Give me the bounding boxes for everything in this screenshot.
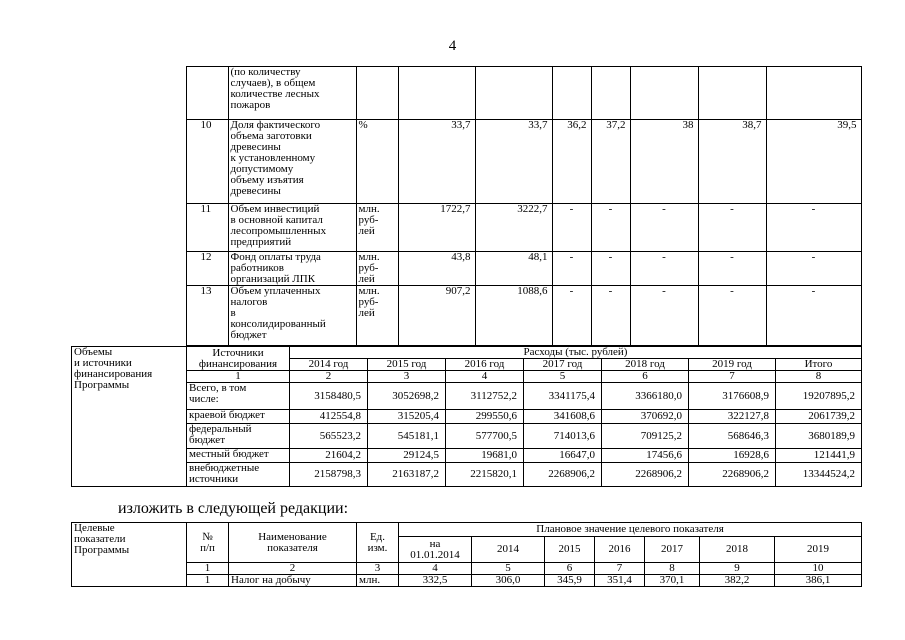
cell-line: Доля фактического (230, 119, 321, 131)
financing-value: 577700,5 (446, 424, 524, 449)
column-number: 3 (368, 371, 446, 383)
financing-value: 322127,8 (689, 410, 776, 424)
cell-line: в основной капитал (230, 214, 323, 226)
financing-value: 3112752,2 (446, 383, 524, 410)
no-header (187, 523, 229, 563)
indicator-row (71, 252, 861, 286)
financing-value: 412554,8 (290, 410, 368, 424)
indicator-row (71, 120, 861, 204)
indicator-value: - (552, 286, 591, 346)
indicator-number: 13 (186, 286, 228, 346)
year-header: 2016 год (446, 359, 524, 371)
indicator-row (71, 67, 861, 120)
target-value: 386,1 (775, 575, 862, 587)
target-name: Налог на добычу (229, 575, 357, 587)
indicator-value: - (591, 286, 630, 346)
indicator-row (71, 286, 861, 346)
indicator-value: 1722,7 (398, 204, 475, 252)
financing-header-row (72, 347, 862, 359)
indicator-value: 33,7 (475, 120, 552, 204)
column-number: 1 (187, 563, 229, 575)
cell-line: Объем уплаченных (230, 285, 321, 297)
blank-cell (71, 252, 186, 286)
financing-value: 714013,6 (524, 424, 602, 449)
target-year-header (700, 537, 775, 563)
cell-line: бюджет (189, 434, 225, 446)
cell-line: консолидированный (230, 318, 326, 330)
targets-label (72, 523, 187, 587)
cell-line: числе: (189, 393, 219, 405)
unit-header (357, 523, 399, 563)
column-number: 3 (357, 563, 399, 575)
financing-value: 29124,5 (368, 449, 446, 463)
cell-line: предприятий (230, 236, 292, 248)
cell-line: Ед. (369, 530, 386, 543)
indicator-value: 39,5 (766, 120, 861, 204)
cell-line: 2014 (497, 543, 519, 555)
financing-value: 568646,3 (689, 424, 776, 449)
source-header (187, 347, 290, 371)
indicator-value: 48,1 (475, 252, 552, 286)
blank-cell (71, 120, 186, 204)
cell-line: лесопромышленных (230, 225, 327, 237)
cell-line: (по количеству (230, 66, 301, 78)
financing-value: 2268906,2 (602, 463, 689, 487)
indicator-value: 38,7 (698, 120, 766, 204)
cell-line: финансирования (198, 357, 278, 370)
expenses-header: Расходы (тыс. рублей) (290, 347, 862, 359)
cell-line: Программы (74, 379, 130, 391)
cell-line: допустимому (230, 163, 294, 175)
financing-value: 2061739,2 (776, 410, 862, 424)
indicator-unit (356, 204, 398, 252)
cell-line: объему изъятия (230, 174, 304, 186)
cell-line: и источники (74, 357, 132, 369)
cell-line: случаев), в общем (230, 77, 316, 89)
cell-line: организаций ЛПК (230, 273, 316, 285)
financing-value: 2268906,2 (524, 463, 602, 487)
indicator-unit (356, 252, 398, 286)
indicator-value: 37,2 (591, 120, 630, 204)
column-number: 9 (700, 563, 775, 575)
column-number: 8 (645, 563, 700, 575)
cell-line: финансирования (74, 368, 153, 380)
financing-value: 370692,0 (602, 410, 689, 424)
target-row (72, 575, 862, 587)
indicator-value: - (766, 252, 861, 286)
cell-line: налогов (230, 296, 268, 308)
indicator-number (186, 67, 228, 120)
financing-source (187, 463, 290, 487)
financing-source (187, 424, 290, 449)
indicator-value (591, 67, 630, 120)
financing-row (72, 449, 862, 463)
cell-line: в (230, 307, 236, 319)
financing-value: 3052698,2 (368, 383, 446, 410)
indicator-value: 43,8 (398, 252, 475, 286)
indicator-value: - (552, 204, 591, 252)
indicator-value: - (766, 286, 861, 346)
financing-value: 19681,0 (446, 449, 524, 463)
year-header: 2017 год (524, 359, 602, 371)
financing-value: 3680189,9 (776, 424, 862, 449)
cell-line: руб- (358, 214, 379, 226)
cell-line: работников (230, 262, 284, 274)
target-year-header (645, 537, 700, 563)
cell-line: объема заготовки (230, 130, 312, 142)
year-header: 2015 год (368, 359, 446, 371)
financing-source (187, 410, 290, 424)
target-value: 370,1 (645, 575, 700, 587)
cell-line: млн. (358, 203, 380, 215)
indicator-number: 11 (186, 204, 228, 252)
indicator-unit (356, 286, 398, 346)
target-value: 332,5 (399, 575, 472, 587)
cell-line: Фонд оплаты труда (230, 251, 321, 263)
targets-colnum-row (72, 563, 862, 575)
column-number: 2 (229, 563, 357, 575)
financing-source (187, 449, 290, 463)
indicator-name (228, 252, 356, 286)
indicator-value (766, 67, 861, 120)
financing-value: 709125,2 (602, 424, 689, 449)
indicator-name (228, 67, 356, 120)
indicator-unit (356, 67, 398, 120)
cell-line: древесины (230, 185, 281, 197)
financing-source (187, 383, 290, 410)
financing-row (72, 383, 862, 410)
cell-line: 2019 (807, 543, 830, 555)
financing-value: 3341175,4 (524, 383, 602, 410)
column-number: 1 (187, 371, 290, 383)
indicator-value: 907,2 (398, 286, 475, 346)
indicator-value: - (630, 286, 698, 346)
column-number: 2 (290, 371, 368, 383)
cell-line: краевой бюджет (189, 409, 265, 421)
cell-line: древесины (230, 141, 281, 153)
financing-value: 341608,6 (524, 410, 602, 424)
indicator-value (552, 67, 591, 120)
cell-line: Наименование (258, 530, 327, 543)
financing-value: 2215820,1 (446, 463, 524, 487)
cell-line: руб- (358, 296, 379, 308)
financing-value: 2158798,3 (290, 463, 368, 487)
indicator-number: 12 (186, 252, 228, 286)
financing-value: 3366180,0 (602, 383, 689, 410)
blank-cell (71, 204, 186, 252)
financing-value: 16647,0 (524, 449, 602, 463)
financing-value: 299550,6 (446, 410, 524, 424)
financing-value: 121441,9 (776, 449, 862, 463)
indicator-name (228, 204, 356, 252)
indicator-number: 10 (186, 120, 228, 204)
indicator-value: - (766, 204, 861, 252)
cell-line: к установленному (230, 152, 316, 164)
financing-value: 19207895,2 (776, 383, 862, 410)
year-header: 2018 год (602, 359, 689, 371)
year-header: 2014 год (290, 359, 368, 371)
financing-value: 3158480,5 (290, 383, 368, 410)
cell-line: изм. (367, 541, 388, 554)
financing-table (71, 346, 862, 487)
target-value: 345,9 (545, 575, 595, 587)
indicator-value: 36,2 (552, 120, 591, 204)
blank-cell (71, 286, 186, 346)
target-number: 1 (187, 575, 229, 587)
edit-instruction: изложить в следующей редакции: (118, 500, 349, 517)
financing-value: 315205,4 (368, 410, 446, 424)
indicator-unit (356, 120, 398, 204)
indicator-value: 1088,6 (475, 286, 552, 346)
cell-line: Целевые (74, 522, 115, 534)
cell-line: Объемы (74, 346, 113, 358)
cell-line: п/п (200, 541, 215, 554)
target-year-header (595, 537, 645, 563)
cell-line: Объем инвестиций (230, 203, 320, 215)
financing-value: 565523,2 (290, 424, 368, 449)
plan-header: Плановое значение целевого показателя (399, 523, 862, 537)
cell-line: показателя (267, 541, 318, 554)
cell-line: пожаров (230, 99, 271, 111)
financing-value: 13344524,2 (776, 463, 862, 487)
indicators-table-continued (71, 66, 862, 346)
indicator-value: 33,7 (398, 120, 475, 204)
financing-value: 545181,1 (368, 424, 446, 449)
target-unit: млн. (357, 575, 399, 587)
indicator-value (630, 67, 698, 120)
column-number: 4 (399, 563, 472, 575)
cell-line: 01.01.2014 (410, 548, 460, 561)
target-year-header (472, 537, 545, 563)
indicator-value: - (698, 252, 766, 286)
cell-line: 2017 (661, 543, 683, 555)
column-number: 10 (775, 563, 862, 575)
cell-line: бюджет (230, 329, 267, 341)
financing-value: 16928,6 (689, 449, 776, 463)
indicator-value: 3222,7 (475, 204, 552, 252)
indicator-value: - (630, 204, 698, 252)
cell-line: федеральный (189, 423, 252, 435)
financing-row (72, 410, 862, 424)
financing-colnum-row (72, 371, 862, 383)
indicator-value (398, 67, 475, 120)
financing-value: 2268906,2 (689, 463, 776, 487)
cell-line: Источники (212, 346, 264, 359)
target-year-header (399, 537, 472, 563)
column-number: 6 (545, 563, 595, 575)
cell-line: 2015 (558, 543, 581, 555)
cell-line: млн. (358, 251, 380, 263)
column-number: 7 (689, 371, 776, 383)
column-number: 6 (602, 371, 689, 383)
cell-line: 2018 (726, 543, 748, 555)
financing-value: 2163187,2 (368, 463, 446, 487)
blank-cell (71, 67, 186, 120)
column-number: 5 (472, 563, 545, 575)
financing-value: 3176608,9 (689, 383, 776, 410)
year-header: 2019 год (689, 359, 776, 371)
cell-line: внебюджетные (189, 462, 260, 474)
cell-line: показатели (74, 533, 126, 545)
financing-value: 17456,6 (602, 449, 689, 463)
indicator-value: - (698, 286, 766, 346)
indicator-row (71, 204, 861, 252)
cell-line: Программы (74, 544, 130, 556)
target-indicators-table (71, 522, 862, 587)
cell-line: количестве лесных (230, 88, 320, 100)
financing-label (72, 347, 187, 487)
cell-line: на (429, 537, 441, 550)
financing-row (72, 463, 862, 487)
page-number: 4 (448, 38, 457, 54)
indicator-value: 38 (630, 120, 698, 204)
indicator-value: - (698, 204, 766, 252)
cell-line: % (358, 119, 368, 131)
indicator-name (228, 286, 356, 346)
year-header: Итого (776, 359, 862, 371)
target-year-header (775, 537, 862, 563)
target-value: 351,4 (595, 575, 645, 587)
target-year-header (545, 537, 595, 563)
indicator-value: - (630, 252, 698, 286)
cell-line: № (202, 530, 213, 543)
column-number: 4 (446, 371, 524, 383)
column-number: 8 (776, 371, 862, 383)
cell-line: лей (358, 225, 375, 237)
indicator-name (228, 120, 356, 204)
indicator-value (475, 67, 552, 120)
indicator-value (698, 67, 766, 120)
cell-line: лей (358, 307, 375, 319)
target-value: 306,0 (472, 575, 545, 587)
cell-line: лей (358, 273, 375, 285)
cell-line: Всего, в том (189, 382, 247, 394)
name-header (229, 523, 357, 563)
financing-value: 21604,2 (290, 449, 368, 463)
indicator-value: - (552, 252, 591, 286)
cell-line: руб- (358, 262, 379, 274)
column-number: 7 (595, 563, 645, 575)
cell-line: 2016 (608, 543, 631, 555)
cell-line: млн. (358, 285, 380, 297)
target-value: 382,2 (700, 575, 775, 587)
column-number: 5 (524, 371, 602, 383)
targets-header-row (72, 523, 862, 537)
cell-line: источники (189, 473, 239, 485)
cell-line: местный бюджет (189, 448, 269, 460)
indicator-value: - (591, 252, 630, 286)
indicator-value: - (591, 204, 630, 252)
financing-row (72, 424, 862, 449)
